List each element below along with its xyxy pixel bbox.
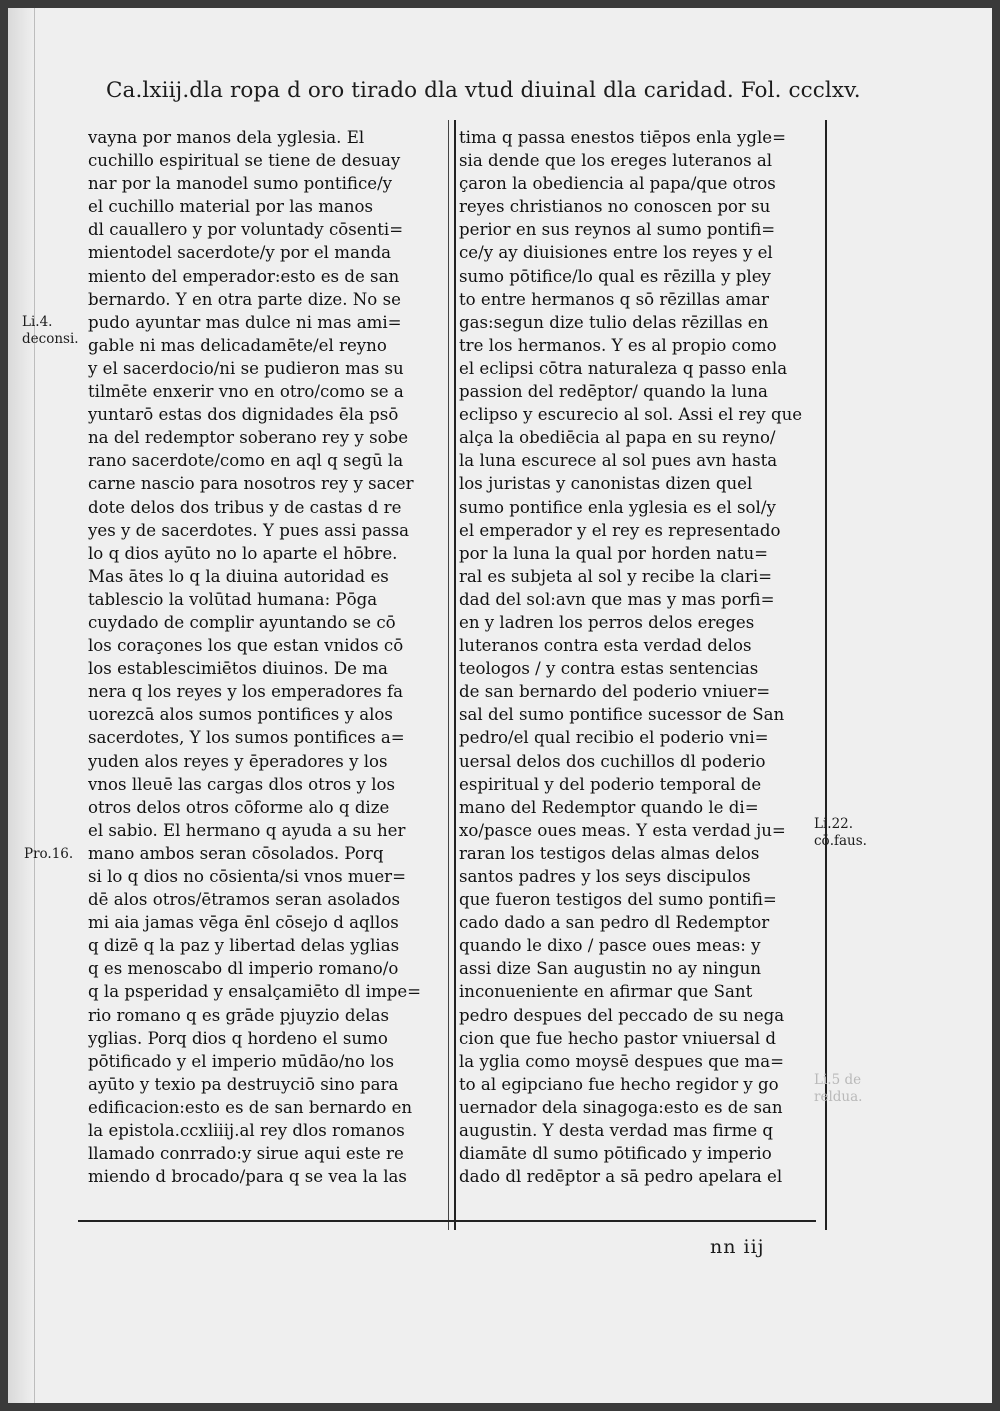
text-line: perior en sus reynos al sumo pontifi=	[459, 220, 776, 240]
text-line: mi aia jamas vēga ēnl cōsejo d aqllos	[88, 913, 399, 933]
text-line: augustin. Y desta verdad mas firme q	[459, 1121, 774, 1141]
text-line: raran los testigos delas almas delos	[459, 843, 760, 863]
text-line: dl cauallero y por voluntady cōsenti=	[88, 220, 404, 240]
text-line: q es menoscabo dl imperio romano/o	[88, 959, 399, 979]
running-head: Ca.lxiij.dla ropa d oro tirado dla vtud diuinal dla caridad. Fol. ccclxv.	[106, 78, 861, 103]
text-line: espiritual y del poderio temporal de	[459, 774, 762, 794]
margin-note-text: cō.faus.	[814, 833, 867, 849]
text-line: yes y de sacerdotes. Y pues assi passa	[88, 520, 410, 540]
text-line: edificacion:esto es de san bernardo en	[88, 1097, 413, 1117]
column-bottom-rule-left	[78, 1220, 456, 1222]
text-line: rio romano q es grāde pjuyzio delas	[88, 1005, 389, 1025]
text-line: tilmēte enxerir vno en otro/como se a	[88, 382, 404, 402]
text-line: ral es subjeta al sol y recibe la clari=	[459, 566, 773, 586]
margin-note-text: Li.22.	[814, 816, 854, 832]
margin-note-text: Li.4.	[22, 314, 53, 330]
text-line: pōtificado y el imperio mūdāo/no los	[88, 1051, 395, 1071]
text-line: la luna escurece al sol pues avn hasta	[459, 451, 778, 471]
text-line: ce/y ay diuisiones entre los reyes y el	[459, 243, 773, 263]
text-line: yuden alos reyes y ēperadores y los	[88, 751, 388, 771]
text-line: otros delos otros cōforme alo q dize	[88, 797, 390, 817]
margin-note-pro16: Pro.16.	[24, 846, 74, 862]
text-line: q dizē q la paz y libertad delas yglias	[88, 936, 400, 956]
text-line: uernador dela sinagoga:esto es de san	[459, 1097, 783, 1117]
margin-note-li22	[814, 816, 867, 850]
text-line: los coraçones los que estan vnidos cō	[88, 636, 404, 656]
text-line: Mas ātes lo q la diuina autoridad es	[88, 566, 389, 586]
text-line: miento del emperador:esto es de san	[88, 266, 400, 286]
text-line: çaron la obediencia al papa/que otros	[459, 174, 776, 194]
text-line: lo q dios ayūto no lo aparte el hōbre.	[88, 543, 398, 563]
text-line: pedro/el qual recibio el poderio vni=	[459, 728, 769, 748]
margin-note-showthrough	[814, 1072, 862, 1106]
text-line: assi dize San augustin no ay ningun	[459, 959, 762, 979]
signature-mark: nn iij	[710, 1236, 765, 1258]
text-line: cuchillo espiritual se tiene de desuay	[88, 151, 401, 171]
text-line: pedro despues del peccado de su nega	[459, 1005, 785, 1025]
text-line: pudo ayuntar mas dulce ni mas ami=	[88, 312, 402, 332]
text-line: luteranos contra esta verdad delos	[459, 636, 752, 656]
text-line: na del redemptor soberano rey y sobe	[88, 428, 409, 448]
text-line: nera q los reyes y los emperadores fa	[88, 682, 404, 702]
text-line: teologos / y contra estas sentencias	[459, 659, 759, 679]
book-page	[8, 8, 992, 1403]
text-line: el sabio. El hermano q ayuda a su her	[88, 820, 406, 840]
text-line: yuntarō estas dos dignidades ēla psō	[88, 405, 399, 425]
text-line: el eclipsi cōtra naturaleza q passo enla	[459, 358, 788, 378]
column-bottom-rule-right	[448, 1220, 816, 1222]
text-line: cion que fue hecho pastor vniuersal d	[459, 1028, 776, 1048]
text-line: miendo d brocado/para q se vea la las	[88, 1167, 407, 1187]
text-line: el emperador y el rey es representado	[459, 520, 781, 540]
text-line: xo/pasce oues meas. Y esta verdad ju=	[459, 820, 786, 840]
text-line: sacerdotes, Y los sumos pontifices a=	[88, 728, 405, 748]
text-line: tima q passa enestos tiēpos enla ygle=	[459, 128, 786, 147]
text-line: la yglia como moysē despues que ma=	[459, 1051, 785, 1071]
text-line: reyes christianos no conoscen por su	[459, 197, 771, 217]
text-line: ayūto y texio pa destruyciō sino para	[88, 1074, 399, 1094]
text-line: carne nascio para nosotros rey y sacer	[88, 474, 414, 494]
text-line: mientodel sacerdote/y por el manda	[88, 243, 392, 263]
text-line: los establescimiētos diuinos. De ma	[88, 659, 388, 679]
text-line: sia dende que los ereges luteranos al	[459, 151, 773, 171]
text-line: vayna por manos dela yglesia. El	[88, 128, 365, 147]
text-column-right	[448, 120, 827, 1230]
text-line: q la psperidad y ensalçamiēto dl impe=	[88, 982, 422, 1002]
text-line: santos padres y los seys discipulos	[459, 867, 751, 886]
text-column-left	[78, 120, 456, 1230]
margin-note-text: Li.5 de	[814, 1072, 862, 1088]
text-line: llamado conrrado:y sirue aqui este re	[88, 1144, 404, 1164]
text-line: cuydado de complir ayuntando se cō	[88, 612, 396, 632]
text-line: y el sacerdocio/ni se pudieron mas su	[88, 358, 404, 378]
text-line: dote delos dos tribus y de castas d re	[88, 497, 402, 517]
text-line: to entre hermanos q sō rēzillas amar	[459, 289, 769, 309]
text-line: tre los hermanos. Y es al propio como	[459, 335, 777, 355]
text-line: por la luna la qual por horden natu=	[459, 543, 769, 563]
text-line: cado dado a san pedro dl Redemptor	[459, 913, 770, 933]
text-line: dado dl redēptor a sā pedro apelara el	[459, 1167, 783, 1187]
text-line: si lo q dios no cōsienta/si vnos muer=	[88, 867, 407, 886]
text-line: quando le dixo / pasce oues meas: y	[459, 936, 761, 956]
text-line: el cuchillo material por las manos	[88, 197, 374, 217]
text-line: uorezcā alos sumos pontifices y alos	[88, 705, 393, 725]
text-line: en y ladren los perros delos ereges	[459, 612, 755, 632]
text-line: gas:segun dize tulio delas rēzillas en	[459, 312, 769, 332]
text-line: sal del sumo pontifice sucessor de San	[459, 705, 785, 725]
text-line: la epistola.ccxliiij.al rey dlos romanos	[88, 1121, 405, 1141]
text-line: eclipso y escurecio al sol. Assi el rey que	[459, 405, 803, 425]
binding-edge	[8, 8, 35, 1403]
margin-note-li4	[22, 314, 79, 348]
text-line: passion del redēptor/ quando la luna	[459, 382, 768, 402]
text-line: bernardo. Y en otra parte dize. No se	[88, 289, 401, 309]
margin-note-text: deconsi.	[22, 331, 79, 347]
margin-note-text: reldua.	[814, 1089, 863, 1105]
text-line: diamāte dl sumo pōtificado y imperio	[459, 1144, 772, 1164]
text-line: inconueniente en afirmar que Sant	[459, 982, 753, 1002]
text-line: to al egipciano fue hecho regidor y go	[459, 1074, 779, 1094]
text-line: tablescio la volūtad humana: Pōga	[88, 589, 378, 609]
text-line: los juristas y canonistas dizen quel	[459, 474, 753, 494]
text-line: dad del sol:avn que mas y mas porfi=	[459, 589, 775, 609]
text-line: rano sacerdote/como en aql q segū la	[88, 451, 404, 471]
text-line: yglias. Porq dios q hordeno el sumo	[88, 1028, 388, 1048]
text-line: dē alos otros/ētramos seran asolados	[88, 890, 401, 910]
text-line: sumo pontifice enla yglesia es el sol/y	[459, 497, 776, 517]
text-line: gable ni mas delicadamēte/el reyno	[88, 335, 387, 355]
text-line: que fueron testigos del sumo pontifi=	[459, 890, 777, 910]
text-line: de san bernardo del poderio vniuer=	[459, 682, 771, 702]
text-line: nar por la manodel sumo pontifice/y	[88, 174, 393, 194]
text-line: sumo pōtifice/lo qual es rēzilla y pley	[459, 266, 771, 286]
text-line: mano ambos seran cōsolados. Porq	[88, 843, 384, 863]
text-line: vnos lleuē las cargas dlos otros y los	[88, 774, 396, 794]
text-line: uersal delos dos cuchillos dl poderio	[459, 751, 766, 771]
text-line: alça la obediēcia al papa en su reyno/	[459, 428, 776, 448]
text-line: mano del Redemptor quando le di=	[459, 797, 759, 817]
